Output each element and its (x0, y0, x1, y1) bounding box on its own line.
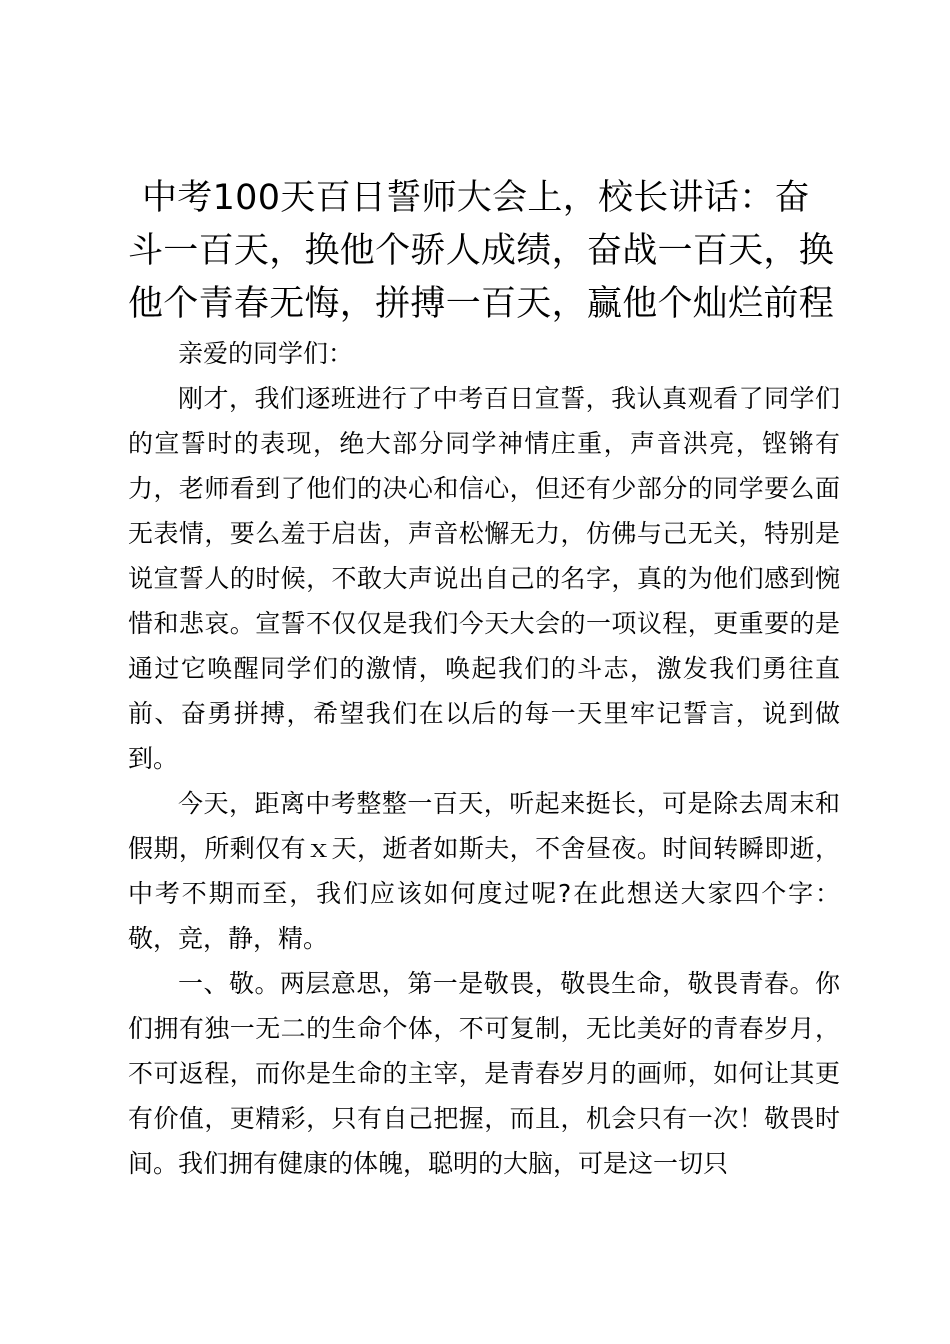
paragraph-2: 今天，距离中考整整一百天，听起来挺长，可是除去周末和假期，所剩仅有ｘ天，逝者如斯夫，不舍昼夜。时间转瞬即逝，中考不期而至，我们应该如何度过呢?在此想送大家四个字：敬，竞，静，精。 (128, 789, 840, 953)
greeting: 亲爱的同学们： (178, 339, 354, 368)
document-title: 中考100天百日誓师大会上，校长讲话：奋斗一百天，换他个骄人成绩，奋战一百天，换他个青春无悔，拼搏一百天，赢他个灿烂前程 (128, 178, 835, 324)
paragraph-3: 一、敬。两层意思，第一是敬畏，敬畏生命，敬畏青春。你们拥有独一无二的生命个体，不可复制，无比美好的青春岁月，不可返程，而你是生命的主宰，是青春岁月的画师，如何让其更有价值，更精彩，只有自己把握，而且，机会只有一次！敬畏时间。我们拥有健康的体魄，聪明的大脑，可是这一切只 (128, 969, 840, 1178)
document-body (128, 331, 840, 1186)
paragraph-1: 刚才，我们逐班进行了中考百日宣誓，我认真观看了同学们的宣誓时的表现，绝大部分同学神情庄重，声音洪亮，铿锵有力，老师看到了他们的决心和信心，但还有少部分的同学要么面无表情，要么羞于启齿，声音松懈无力，仿佛与己无关，特别是说宣誓人的时候，不敢大声说出自己的名字，真的为他们感到惋惜和悲哀。宣誓不仅仅是我们今天大会的一项议程，更重要的是通过它唤醒同学们的激情，唤起我们的斗志，激发我们勇往直前、奋勇拼搏，希望我们在以后的每一天里牢记誓言，说到做到。 (128, 384, 840, 773)
